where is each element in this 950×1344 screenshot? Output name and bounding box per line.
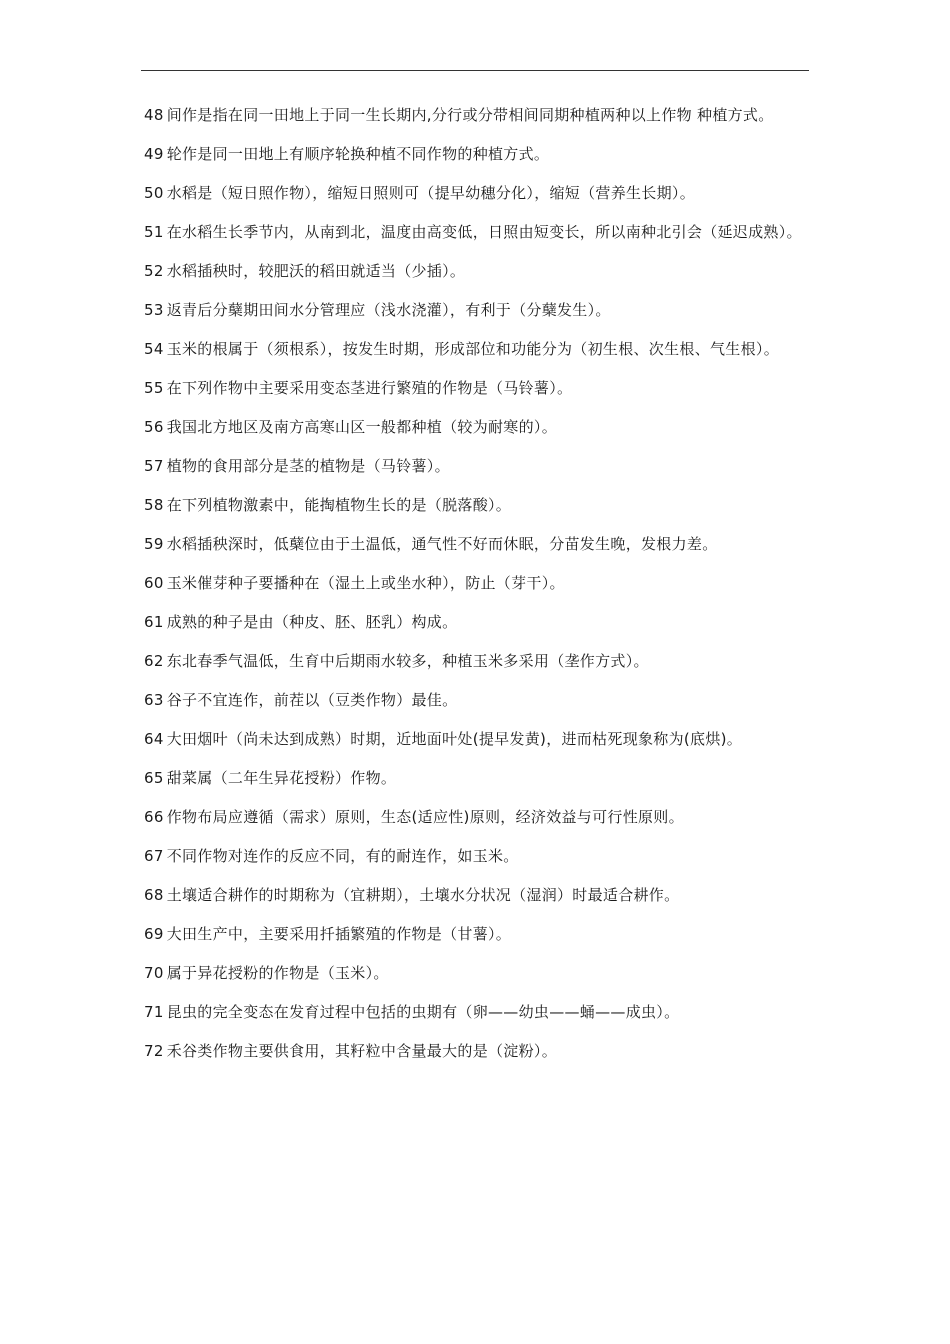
item-number: 58 — [144, 496, 164, 514]
item-text: 返青后分蘖期田间水分管理应（浅水浇灌），有利于（分蘖发生）。 — [166, 301, 611, 319]
list-item — [144, 140, 810, 169]
item-text: 大田生产中，主要采用扦插繁殖的作物是（甘薯）。 — [166, 925, 512, 943]
list-item — [144, 959, 810, 988]
item-number: 56 — [144, 418, 164, 436]
item-text: 水稻插秧深时，低蘖位由于土温低，通气性不好而休眠，分苗发生晚，发根力差。 — [166, 535, 718, 553]
item-text: 不同作物对连作的反应不同，有的耐连作，如玉米。 — [166, 847, 519, 865]
list-item — [144, 218, 810, 247]
item-text: 土壤适合耕作的时期称为（宜耕期），土壤水分状况（湿润）时最适合耕作。 — [166, 886, 680, 904]
item-text: 我国北方地区及南方高寒山区一般都种植（较为耐寒的）。 — [166, 418, 557, 436]
item-text: 水稻是（短日照作物），缩短日照则可（提早幼穗分化），缩短（营养生长期）。 — [166, 184, 695, 202]
list-item — [144, 374, 810, 403]
item-text: 间作是指在同一田地上于同一生长期内,分行或分带相间同期种植两种以上作物 种植方式。 — [166, 106, 774, 124]
item-number: 62 — [144, 652, 164, 670]
list-item — [144, 491, 810, 520]
item-text: 昆虫的完全变态在发育过程中包括的虫期有（卵——幼虫——蛹——成虫）。 — [166, 1003, 680, 1021]
item-text: 禾谷类作物主要供食用，其籽粒中含量最大的是（淀粉）。 — [166, 1042, 557, 1060]
list-item — [144, 608, 810, 637]
list-item — [144, 530, 810, 559]
list-item — [144, 920, 810, 949]
item-number: 55 — [144, 379, 164, 397]
item-text: 在下列植物激素中，能掏植物生长的是（脱落酸）。 — [166, 496, 512, 514]
list-item — [144, 569, 810, 598]
item-number: 59 — [144, 535, 164, 553]
item-number: 64 — [144, 730, 164, 748]
list-item — [144, 842, 810, 871]
list-item — [144, 413, 810, 442]
item-number: 48 — [144, 106, 164, 124]
item-number: 70 — [144, 964, 164, 982]
item-number: 53 — [144, 301, 164, 319]
list-item — [144, 764, 810, 793]
item-number: 60 — [144, 574, 164, 592]
item-text: 作物布局应遵循（需求）原则，生态(适应性)原则，经济效益与可行性原则。 — [166, 808, 684, 826]
item-text: 在水稻生长季节内，从南到北，温度由高变低，日照由短变长，所以南种北引会（延迟成熟）。 — [166, 223, 802, 241]
item-number: 68 — [144, 886, 164, 904]
item-text: 谷子不宜连作，前茬以（豆类作物）最佳。 — [166, 691, 458, 709]
item-number: 67 — [144, 847, 164, 865]
item-number: 72 — [144, 1042, 164, 1060]
item-text: 东北春季气温低，生育中后期雨水较多，种植玉米多采用（垄作方式）。 — [166, 652, 649, 670]
item-number: 52 — [144, 262, 164, 280]
list-item — [144, 335, 810, 364]
item-number: 51 — [144, 223, 164, 241]
item-text: 水稻插秧时，较肥沃的稻田就适当（少插）。 — [166, 262, 466, 280]
question-list — [144, 101, 810, 1076]
list-item — [144, 1037, 810, 1066]
item-text: 属于异花授粉的作物是（玉米）。 — [166, 964, 389, 982]
item-number: 54 — [144, 340, 164, 358]
list-item — [144, 881, 810, 910]
item-number: 71 — [144, 1003, 164, 1021]
item-number: 63 — [144, 691, 164, 709]
item-text: 在下列作物中主要采用变态茎进行繁殖的作物是（马铃薯）。 — [166, 379, 573, 397]
item-number: 61 — [144, 613, 164, 631]
list-item — [144, 725, 810, 754]
item-text: 甜菜属（二年生异花授粉）作物。 — [166, 769, 397, 787]
list-item — [144, 296, 810, 325]
list-item — [144, 101, 810, 130]
item-text: 植物的食用部分是茎的植物是（马铃薯）。 — [166, 457, 450, 475]
item-text: 轮作是同一田地上有顺序轮换种植不同作物的种植方式。 — [166, 145, 550, 163]
header-rule — [141, 70, 809, 71]
list-item — [144, 686, 810, 715]
list-item — [144, 998, 810, 1027]
item-text: 玉米催芽种子要播种在（湿土上或坐水种），防止（芽干）。 — [166, 574, 565, 592]
item-number: 65 — [144, 769, 164, 787]
list-item — [144, 647, 810, 676]
item-number: 57 — [144, 457, 164, 475]
list-item — [144, 257, 810, 286]
item-text: 大田烟叶（尚未达到成熟）时期，近地面叶处(提早发黄)，进而枯死现象称为(底烘)。 — [166, 730, 743, 748]
list-item — [144, 179, 810, 208]
item-number: 69 — [144, 925, 164, 943]
item-number: 49 — [144, 145, 164, 163]
list-item — [144, 452, 810, 481]
item-number: 66 — [144, 808, 164, 826]
list-item — [144, 803, 810, 832]
item-text: 成熟的种子是由（种皮、胚、胚乳）构成。 — [166, 613, 458, 631]
item-text: 玉米的根属于（须根系），按发生时期，形成部位和功能分为（初生根、次生根、气生根）。 — [166, 340, 779, 358]
item-number: 50 — [144, 184, 164, 202]
